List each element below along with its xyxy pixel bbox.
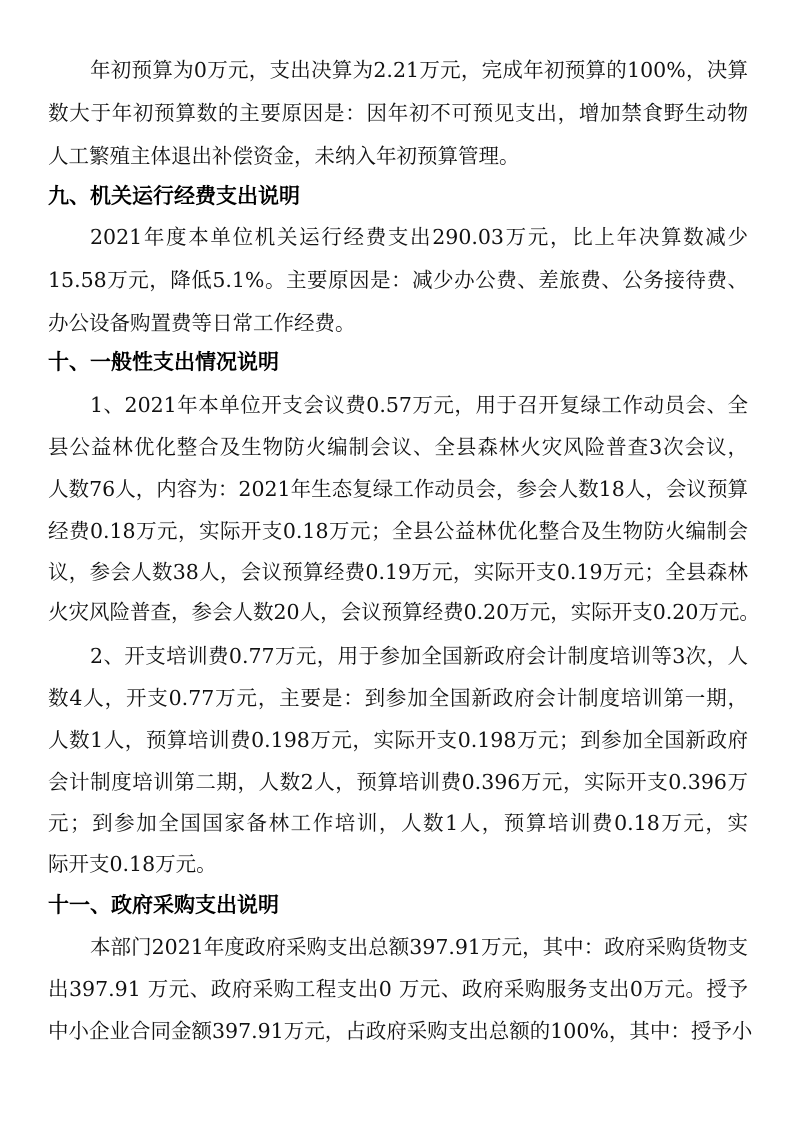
paragraph-line: 中小企业合同金额397.91万元，占政府采购支出总额的100%，其中：授予小 (48, 1019, 753, 1043)
paragraph-line: 年初预算为0万元，支出决算为2.21万元，完成年初预算的100%，决算 (90, 58, 748, 82)
paragraph-line: 会计制度培训第二期，人数2人，预算培训费0.396万元，实际开支0.396万 (48, 770, 748, 794)
paragraph-line: 2021年度本单位机关运行经费支出290.03万元，比上年决算数减少 (90, 225, 748, 249)
paragraph-line: 2、开支培训费0.77万元，用于参加全国新政府会计制度培训等3次，人 (90, 644, 748, 668)
paragraph-line: 本部门2021年度政府采购支出总额397.91万元，其中：政府采购货物支 (90, 935, 748, 959)
paragraph-line: 元；到参加全国国家备林工作培训，人数1人，预算培训费0.18万元，实 (48, 811, 748, 835)
paragraph-line: 1、2021年本单位开支会议费0.57万元，用于召开复绿工作动员会、全 (90, 393, 748, 417)
section-heading-9: 九、机关运行经费支出说明 (48, 184, 300, 208)
paragraph-line: 火灾风险普查，参会人数20人，会议预算经费0.20万元，实际开支0.20万元。 (48, 600, 760, 624)
paragraph-line: 际开支0.18万元。 (48, 852, 217, 876)
paragraph-line: 数4人，开支0.77万元，主要是：到参加全国新政府会计制度培训第一期， (48, 686, 748, 710)
section-heading-10: 十、一般性支出情况说明 (48, 350, 279, 374)
paragraph-line: 议，参会人数38人，会议预算经费0.19万元，实际开支0.19万元；全县森林 (48, 560, 748, 584)
paragraph-line: 经费0.18万元，实际开支0.18万元；全县公益林优化整合及生物防火编制会 (48, 519, 748, 543)
paragraph-line: 数大于年初预算数的主要原因是：因年初不可预见支出，增加禁食野生动物 (48, 101, 748, 125)
paragraph-line: 办公设备购置费等日常工作经费。 (48, 311, 356, 335)
paragraph-line: 人数1人，预算培训费0.198万元，实际开支0.198万元；到参加全国新政府 (48, 728, 748, 752)
paragraph-line: 县公益林优化整合及生物防火编制会议、全县森林火灾风险普查3次会议， (48, 435, 748, 459)
paragraph-line: 人工繁殖主体退出补偿资金，未纳入年初预算管理。 (48, 144, 520, 168)
paragraph-line: 15.58万元，降低5.1%。主要原因是：减少办公费、差旅费、公务接待费、 (48, 268, 748, 292)
paragraph-line: 出397.91 万元、政府采购工程支出0 万元、政府采购服务支出0万元。授予 (48, 977, 748, 1001)
section-heading-11: 十一、政府采购支出说明 (48, 893, 279, 917)
paragraph-line: 人数76人，内容为：2021年生态复绿工作动员会，参会人数18人，会议预算 (48, 477, 748, 501)
